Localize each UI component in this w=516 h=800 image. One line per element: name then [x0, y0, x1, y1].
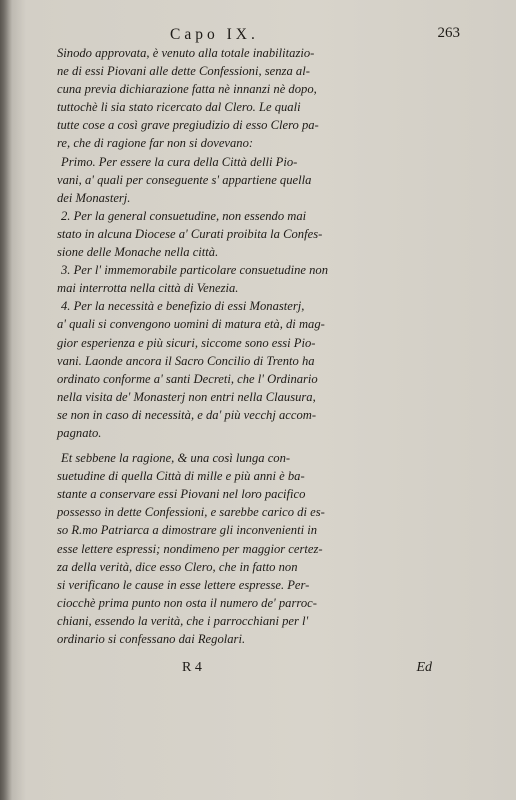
text-line: vani, a' quali per conseguente s' appartiene quella — [57, 172, 312, 187]
text-line: nella visita de' Monasterj non entri nella Clausura, — [57, 389, 316, 404]
catchword: Ed — [416, 660, 432, 675]
gutter-shadow — [0, 0, 12, 800]
signature-mark: R 4 — [182, 660, 202, 675]
text-line: gior esperienza e più sicuri, siccome sono essi Pio- — [57, 335, 316, 350]
text-line: Primo. Per essere la cura della Città delli Pio- — [61, 154, 298, 169]
text-line: 3. Per l' immemorabile particolare consuetudine non — [61, 263, 329, 278]
text-line: so R.mo Patriarca a dimostrare gli inconvenienti in — [57, 523, 318, 538]
text-line: chiani, essendo la verità, che i parrocchiani per l' — [57, 613, 309, 628]
text-line: se non in caso di necessità, e da' più vecchj accom- — [57, 407, 317, 422]
text-line: ne di essi Piovani alle dette Confessioni, senza al- — [57, 64, 310, 79]
page-number: 263 — [437, 25, 460, 41]
text-line: za della verità, dice esso Clero, che in fatto non — [57, 559, 298, 574]
text-line: tuttochè li sia stato ricercato dal Clero. Le quali — [57, 100, 301, 115]
text-line: vani. Laonde ancora il Sacro Concilio di Trento ha — [57, 353, 315, 368]
text-line: ciocchè prima punto non osta il numero de' parroc- — [57, 595, 317, 610]
text-line: Sinodo approvata, è venuto alla totale inabilitazio- — [57, 46, 315, 60]
text-line: pagnato. — [57, 425, 102, 440]
text-line: esse lettere espressi; nondimeno per maggior certez- — [57, 541, 323, 556]
text-line: sione delle Monache nella città. — [57, 245, 219, 260]
text-line: ordinato conforme a' santi Decreti, che l' Ordinario — [57, 371, 318, 386]
page-footer — [182, 660, 432, 680]
text-line: Et sebbene la ragione, & una così lunga con- — [61, 451, 291, 466]
text-line: stante a conservare essi Piovani nel loro pacifico — [57, 487, 306, 502]
text-line: 4. Per la necessità e benefizio di essi Monasterj, — [61, 299, 305, 314]
text-line: mai interrotta nella città di Venezia. — [57, 281, 239, 296]
text-line: re, che di ragione far non si dovevano: — [57, 136, 254, 151]
text-line: possesso in dette Confessioni, e sarebbe carico di es- — [57, 505, 325, 520]
paragraph-gap — [57, 442, 447, 449]
text-line: si verificano le cause in esse lettere espresse. Per- — [57, 577, 310, 592]
text-line: a' quali si convengono uomini di matura età, di mag- — [57, 317, 325, 332]
text-line: 2. Per la general consuetudine, non essendo mai — [61, 208, 307, 223]
text-line: dei Monasterj. — [57, 190, 131, 205]
text-line: stato in alcuna Diocese a' Curati proibita la Confes- — [57, 226, 323, 241]
body-text — [57, 44, 447, 648]
text-line: cuna previa dichiarazione fatta nè innanzi nè dopo, — [57, 82, 317, 97]
text-line: tutte cose a così grave pregiudizio di esso Clero pa- — [57, 118, 319, 133]
text-line: ordinario si confessano dai Regolari. — [57, 632, 246, 646]
text-line: suetudine di quella Città di mille e più anni è ba- — [57, 469, 305, 484]
running-title: Capo IX. — [170, 26, 259, 43]
